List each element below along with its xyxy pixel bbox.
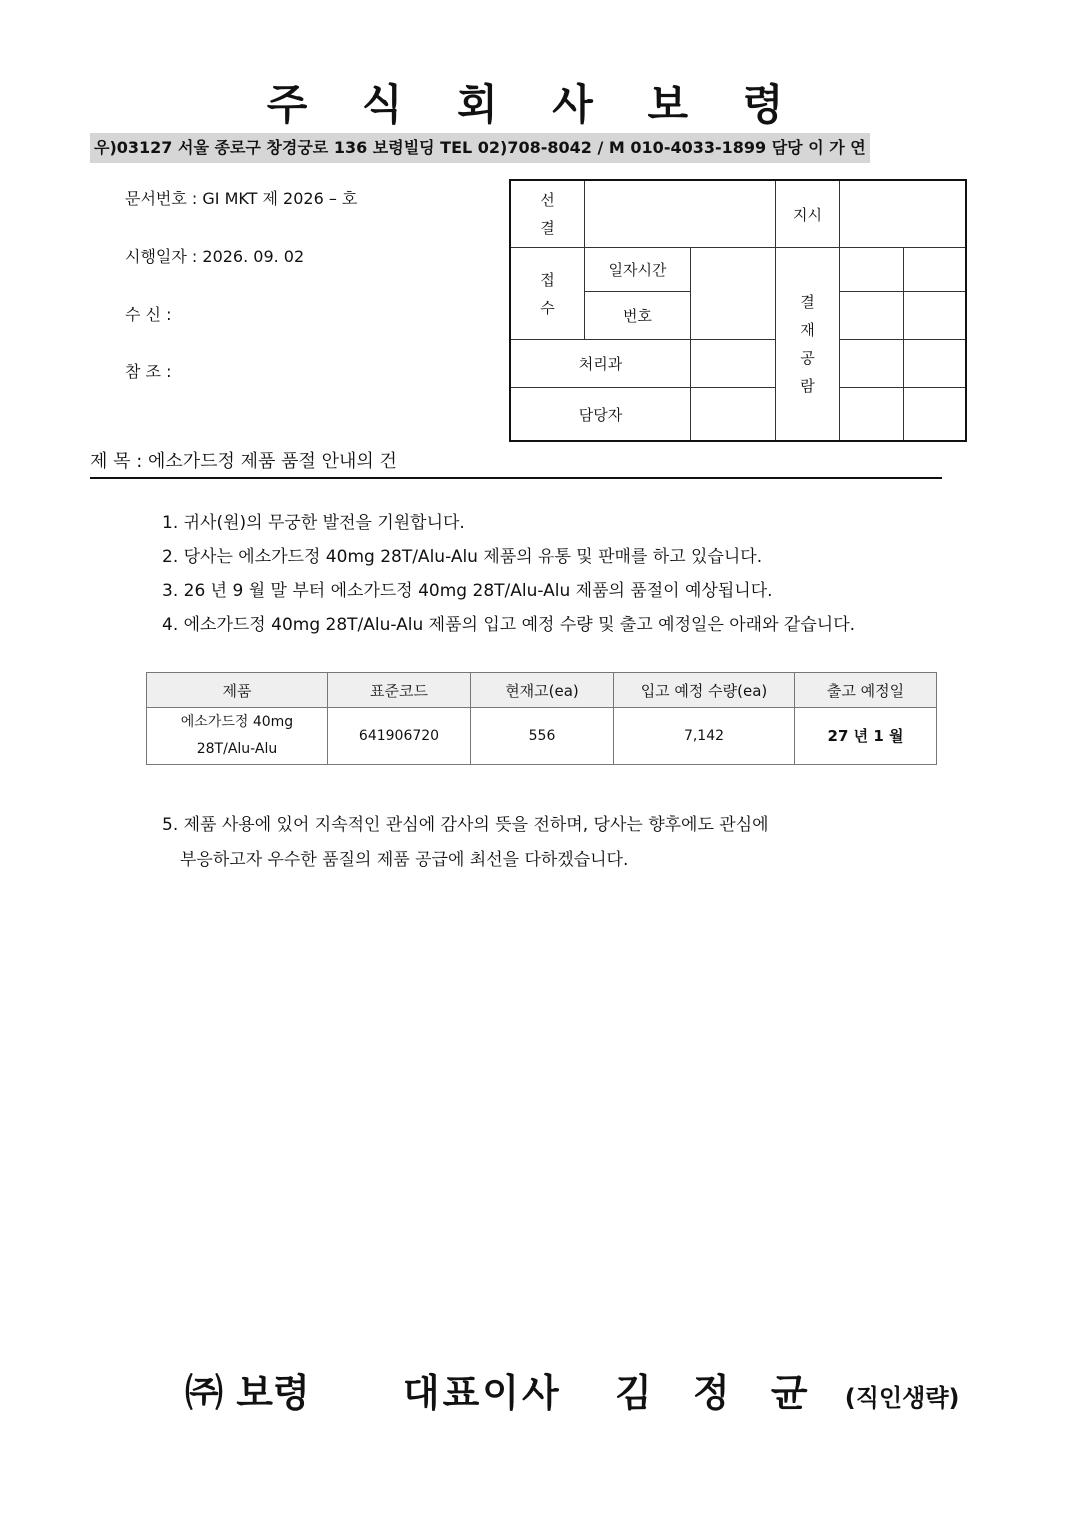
table-row: [147, 708, 937, 765]
header-product: 제품: [147, 673, 328, 708]
gyeoljae-cell: [776, 248, 840, 440]
jisi-value: [840, 181, 965, 248]
issue-date: 시행일자 : 2026. 09. 02: [125, 247, 305, 266]
header-incoming: 입고 예정 수량(ea): [614, 673, 795, 708]
sign-slot: [904, 340, 965, 388]
department-value: [691, 340, 776, 388]
sign-slot: [904, 248, 965, 292]
doc-number: 문서번호 : GI MKT 제 2026 – 호: [125, 189, 358, 208]
department-label: 처리과: [511, 340, 691, 388]
signature-name: 김 정 균: [614, 1371, 822, 1415]
cell-code: 641906720: [328, 708, 471, 765]
approval-box: [509, 179, 967, 442]
header-stock: 현재고(ea): [471, 673, 614, 708]
signature-block: [185, 1362, 959, 1417]
jeop-label: 접: [540, 270, 555, 289]
subject-divider: [90, 477, 942, 479]
header-code: 표준코드: [328, 673, 471, 708]
subject: 제 목 : 에소가드정 제품 품절 안내의 건: [90, 451, 397, 472]
jae-label: 재: [800, 321, 815, 339]
seon-gyeol-value: [585, 181, 776, 248]
sign-slot: [840, 340, 904, 388]
person-label: 담당자: [511, 388, 691, 440]
product-pack: 28T/Alu-Alu: [196, 741, 278, 757]
gyeol2-label: 결: [800, 293, 815, 311]
paragraph-1: 1. 귀사(원)의 무궁한 발전을 기원합니다.: [162, 513, 465, 533]
header-release: 출고 예정일: [795, 673, 937, 708]
signature-title: 대표이사: [402, 1371, 562, 1415]
address-line: 우)03127 서울 종로구 창경궁로 136 보령빌딩 TEL 02)708-8042 / M 010-4033-1899 담당 이 가 연: [90, 133, 870, 163]
cell-stock: 556: [471, 708, 614, 765]
gyeol-label: 결: [540, 219, 555, 237]
paragraph-2: 2. 당사는 에소가드정 40mg 28T/Alu-Alu 제품의 유통 및 판매를 하고 있습니다.: [162, 547, 763, 567]
sign-slot: [840, 388, 904, 440]
datetime-label: 일자시간: [585, 248, 691, 292]
reference: 참 조 :: [125, 362, 172, 381]
jeopsu-cell: [511, 248, 585, 340]
stock-table: [146, 672, 937, 765]
signature-company: ㈜ 보령: [185, 1371, 310, 1415]
sign-slot: [904, 388, 965, 440]
table-header-row: [147, 673, 937, 708]
gong-label: 공: [800, 349, 815, 367]
paragraph-4: 4. 에소가드정 40mg 28T/Alu-Alu 제품의 입고 예정 수량 및 출고 예정일은 아래와 같습니다.: [162, 615, 856, 635]
sign-slot: [840, 292, 904, 340]
sign-slot: [840, 248, 904, 292]
su-label: 수: [540, 298, 555, 317]
cell-product: [147, 708, 328, 765]
company-title: 주 식 회 사 보 령: [266, 80, 804, 129]
seon-gyeol-cell: [511, 181, 585, 248]
seon-label: 선: [540, 191, 555, 209]
cell-release: 27 년 1 월: [795, 708, 937, 765]
product-name: 에소가드정 40mg: [180, 714, 294, 730]
sign-slot: [904, 292, 965, 340]
closing-line-2: 부응하고자 우수한 품질의 제품 공급에 최선을 다하겠습니다.: [180, 850, 629, 870]
recipient: 수 신 :: [125, 305, 172, 324]
jisi-label: 지시: [776, 181, 840, 248]
number-label: 번호: [585, 292, 691, 340]
cell-incoming: 7,142: [614, 708, 795, 765]
ram-label: 람: [800, 377, 815, 395]
jeopsu-value: [691, 248, 776, 340]
closing-line-1: 5. 제품 사용에 있어 지속적인 관심에 감사의 뜻을 전하며, 당사는 향후에도 관심에: [162, 815, 769, 835]
paragraph-3: 3. 26 년 9 월 말 부터 에소가드정 40mg 28T/Alu-Alu 제품의 품절이 예상됩니다.: [162, 581, 773, 601]
seal-omitted: (직인생략): [844, 1384, 960, 1412]
person-value: [691, 388, 776, 440]
